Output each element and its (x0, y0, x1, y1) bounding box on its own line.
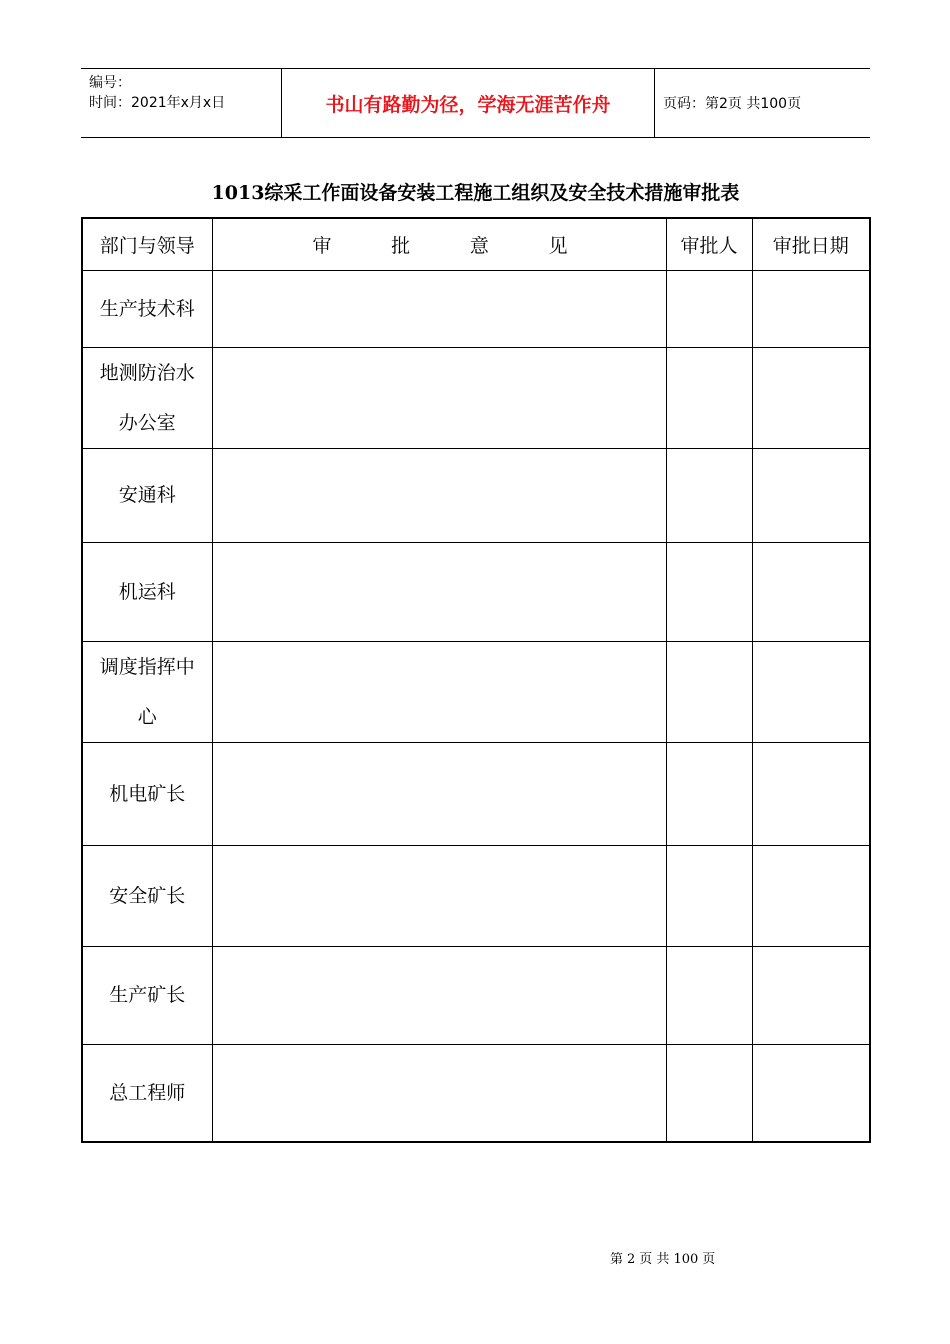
dept-label: 安全矿长 (109, 884, 186, 907)
column-header-approver: 审批人 (666, 218, 752, 270)
table-header-row (82, 218, 870, 270)
approver-cell[interactable] (666, 1044, 752, 1142)
opinion-cell[interactable] (212, 641, 666, 742)
dept-label: 安通科 (118, 484, 176, 506)
dept-cell (82, 270, 212, 347)
table-row (82, 845, 870, 946)
opinion-cell[interactable] (212, 946, 666, 1044)
approver-cell[interactable] (666, 448, 752, 542)
header-meta (89, 73, 225, 113)
dept-cell (82, 448, 212, 542)
table-row (82, 542, 870, 641)
dept-label: 调度指挥中心 (99, 655, 195, 728)
footer-mid: 页 共 (639, 1252, 670, 1267)
dept-cell (82, 347, 212, 448)
header-page-info: 页码：第2页 共100页 (663, 96, 802, 112)
dept-label: 机电矿长 (109, 782, 186, 805)
opinion-cell[interactable] (212, 542, 666, 641)
date-cell[interactable] (752, 742, 870, 845)
dept-cell (82, 1044, 212, 1142)
table-row (82, 742, 870, 845)
table-row (82, 1044, 870, 1142)
dept-cell (82, 641, 212, 742)
table-row (82, 448, 870, 542)
page-header (81, 68, 870, 138)
column-header-date: 审批日期 (752, 218, 870, 270)
opinion-header-char: 批 (391, 234, 411, 257)
header-motto: 书山有路勤为径，学海无涯苦作舟 (325, 93, 611, 116)
date-cell[interactable] (752, 448, 870, 542)
approver-cell[interactable] (666, 270, 752, 347)
dept-label: 生产矿长 (109, 984, 186, 1006)
dept-label: 机运科 (118, 580, 176, 603)
approver-cell[interactable] (666, 641, 752, 742)
approval-table (81, 217, 871, 1143)
date-cell[interactable] (752, 347, 870, 448)
opinion-cell[interactable] (212, 742, 666, 845)
opinion-cell[interactable] (212, 845, 666, 946)
document-title: 1013综采工作面设备安装工程施工组织及安全技术措施审批表 (211, 182, 740, 204)
opinion-header-char: 见 (548, 234, 568, 257)
approver-cell[interactable] (666, 542, 752, 641)
date-cell[interactable] (752, 946, 870, 1044)
footer-suffix: 页 (702, 1252, 716, 1267)
table-row (82, 347, 870, 448)
opinion-cell[interactable] (212, 347, 666, 448)
opinion-cell[interactable] (212, 270, 666, 347)
dept-label: 总工程师 (109, 1081, 186, 1104)
column-header-dept: 部门与领导 (82, 218, 212, 270)
opinion-header-char: 意 (469, 234, 489, 257)
footer-page-number: 2 (627, 1252, 636, 1267)
opinion-header-char: 审 (312, 234, 332, 257)
opinion-cell[interactable] (212, 1044, 666, 1142)
date-cell[interactable] (752, 542, 870, 641)
footer-prefix: 第 (610, 1252, 624, 1267)
serial-number-label: 编号： (89, 75, 131, 91)
opinion-cell[interactable] (212, 448, 666, 542)
footer-total-pages: 100 (673, 1252, 699, 1267)
date-cell[interactable] (752, 1044, 870, 1142)
dept-label: 地测防治水办公室 (99, 361, 195, 434)
header-divider (654, 69, 655, 137)
dept-label: 生产技术科 (99, 297, 195, 320)
approver-cell[interactable] (666, 946, 752, 1044)
dept-cell (82, 742, 212, 845)
dept-cell (82, 845, 212, 946)
approver-cell[interactable] (666, 845, 752, 946)
dept-cell (82, 542, 212, 641)
table-row (82, 270, 870, 347)
date-cell[interactable] (752, 845, 870, 946)
column-header-opinion (212, 218, 666, 270)
table-row (82, 641, 870, 742)
approver-cell[interactable] (666, 742, 752, 845)
dept-cell (82, 946, 212, 1044)
table-row (82, 946, 870, 1044)
page-footer (610, 1248, 719, 1267)
date-line: 时间：2021年x月x日 (89, 95, 226, 111)
date-cell[interactable] (752, 641, 870, 742)
date-cell[interactable] (752, 270, 870, 347)
approver-cell[interactable] (666, 347, 752, 448)
